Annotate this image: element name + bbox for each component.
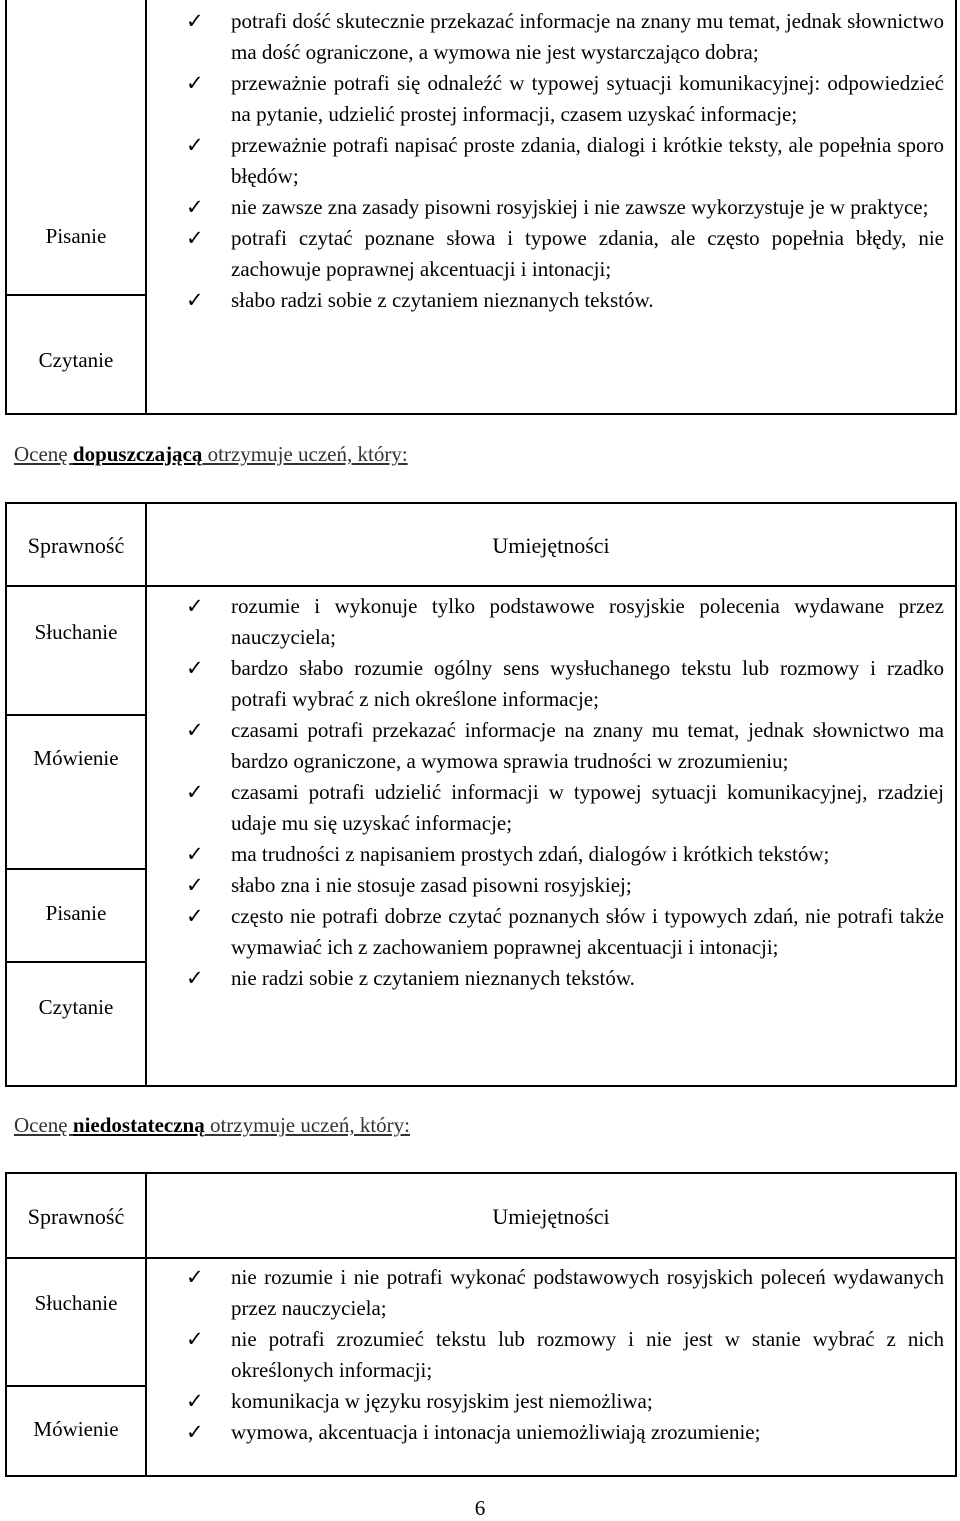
list-item: ✓ przeważnie potrafi się odnaleźć w typowej sytuacji komunikacyjnej: odpowiedzieć na pytanie, udzielić prostej informacji, czasem uzyskać informacje;: [186, 68, 944, 130]
list-item: ✓ nie zawsze zna zasady pisowni rosyjskiej i nie zawsze wykorzystuje je w praktyce;: [186, 192, 944, 223]
header-umiejetnosci: Umiejętności: [492, 1204, 610, 1229]
skill-pisanie: Pisanie: [45, 224, 107, 248]
table-border: [5, 961, 147, 963]
table-border: [5, 585, 957, 587]
list-item: ✓ czasami potrafi przekazać informacje na znany mu temat, jednak słownictwo ma bardzo ograniczone, a wymowa sprawia trudności w zrozumieniu;: [186, 715, 944, 777]
abilities-list: [186, 6, 944, 316]
skill-czytanie: Czytanie: [38, 348, 114, 372]
check-icon: ✓: [186, 9, 204, 33]
check-icon: ✓: [186, 288, 204, 312]
check-icon: ✓: [186, 842, 204, 866]
table-border: [5, 1475, 957, 1477]
list-item: ✓ wymowa, akcentuacja i intonacja uniemożliwiają zrozumienie;: [186, 1417, 944, 1448]
check-icon: ✓: [186, 1389, 204, 1413]
skill-czytanie: Czytanie: [38, 995, 114, 1019]
check-icon: ✓: [186, 594, 204, 618]
page-number: 6: [474, 1496, 486, 1520]
table-border: [5, 868, 147, 870]
skill-mowienie: Mówienie: [33, 746, 119, 770]
skill-mowienie: Mówienie: [33, 1417, 119, 1441]
list-item: ✓ rozumie i wykonuje tylko podstawowe rosyjskie polecenia wydawane przez nauczyciela;: [186, 591, 944, 653]
list-item: ✓ czasami potrafi udzielić informacji w typowej sytuacji komunikacyjnej, rzadziej udaje mu się uzyskać informacje;: [186, 777, 944, 839]
table-border: [5, 714, 147, 716]
list-item: ✓ nie potrafi zrozumieć tekstu lub rozmowy i nie jest w stanie wybrać z nich określonych informacji;: [186, 1324, 944, 1386]
list-item: ✓ komunikacja w języku rosyjskim jest niemożliwa;: [186, 1386, 944, 1417]
header-umiejetnosci: Umiejętności: [492, 533, 610, 558]
table-border: [955, 0, 957, 414]
table-border: [5, 1085, 957, 1087]
list-item: ✓ często nie potrafi dobrze czytać poznanych słów i typowych zdań, nie potrafi także wymawiać ich z zachowaniem poprawnej akcentuacji i intonacji;: [186, 901, 944, 963]
check-icon: ✓: [186, 904, 204, 928]
header-sprawnosc: Sprawność: [27, 1204, 125, 1229]
skill-sluchanie: Słuchanie: [34, 620, 118, 644]
header-sprawnosc: Sprawność: [27, 533, 125, 558]
check-icon: ✓: [186, 1420, 204, 1444]
list-item: ✓ potrafi dość skutecznie przekazać informacje na znany mu temat, jednak słownictwo ma dość ograniczone, a wymowa nie jest wystarczająco dobra;: [186, 6, 944, 68]
section-title-dopuszczajaca: Ocenę dopuszczającą otrzymuje uczeń, który:: [14, 442, 408, 466]
list-item: ✓ nie rozumie i nie potrafi wykonać podstawowych rosyjskich poleceń wydawanych przez nauczyciela;: [186, 1262, 944, 1324]
list-item: ✓ bardzo słabo rozumie ogólny sens wysłuchanego tekstu lub rozmowy i rzadko potrafi wybrać z nich określone informacje;: [186, 653, 944, 715]
check-icon: ✓: [186, 71, 204, 95]
abilities-list: [186, 1262, 944, 1448]
section-title-niedostateczna: Ocenę niedostateczną otrzymuje uczeń, który:: [14, 1113, 410, 1137]
table-border: [5, 1257, 957, 1259]
check-icon: ✓: [186, 873, 204, 897]
check-icon: ✓: [186, 780, 204, 804]
check-icon: ✓: [186, 226, 204, 250]
table-border: [5, 294, 147, 296]
check-icon: ✓: [186, 1265, 204, 1289]
list-item: ✓ nie radzi sobie z czytaniem nieznanych tekstów.: [186, 963, 944, 994]
check-icon: ✓: [186, 195, 204, 219]
table-border: [955, 502, 957, 1087]
table-border: [955, 1172, 957, 1477]
list-item: ✓ ma trudności z napisaniem prostych zdań, dialogów i krótkich tekstów;: [186, 839, 944, 870]
abilities-list: [186, 591, 944, 994]
table-border: [5, 502, 957, 504]
list-item: ✓ przeważnie potrafi napisać proste zdania, dialogi i krótkie teksty, ale popełnia sporo błędów;: [186, 130, 944, 192]
check-icon: ✓: [186, 1327, 204, 1351]
skill-sluchanie: Słuchanie: [34, 1291, 118, 1315]
check-icon: ✓: [186, 133, 204, 157]
table-border: [5, 413, 957, 415]
skill-pisanie: Pisanie: [45, 901, 107, 925]
list-item: ✓ słabo radzi sobie z czytaniem nieznanych tekstów.: [186, 285, 944, 316]
table-border: [5, 1385, 147, 1387]
check-icon: ✓: [186, 718, 204, 742]
table-border: [5, 1172, 957, 1174]
list-item: ✓ potrafi czytać poznane słowa i typowe zdania, ale często popełnia błędy, nie zachowuje poprawnej akcentuacji i intonacji;: [186, 223, 944, 285]
check-icon: ✓: [186, 966, 204, 990]
check-icon: ✓: [186, 656, 204, 680]
list-item: ✓ słabo zna i nie stosuje zasad pisowni rosyjskiej;: [186, 870, 944, 901]
